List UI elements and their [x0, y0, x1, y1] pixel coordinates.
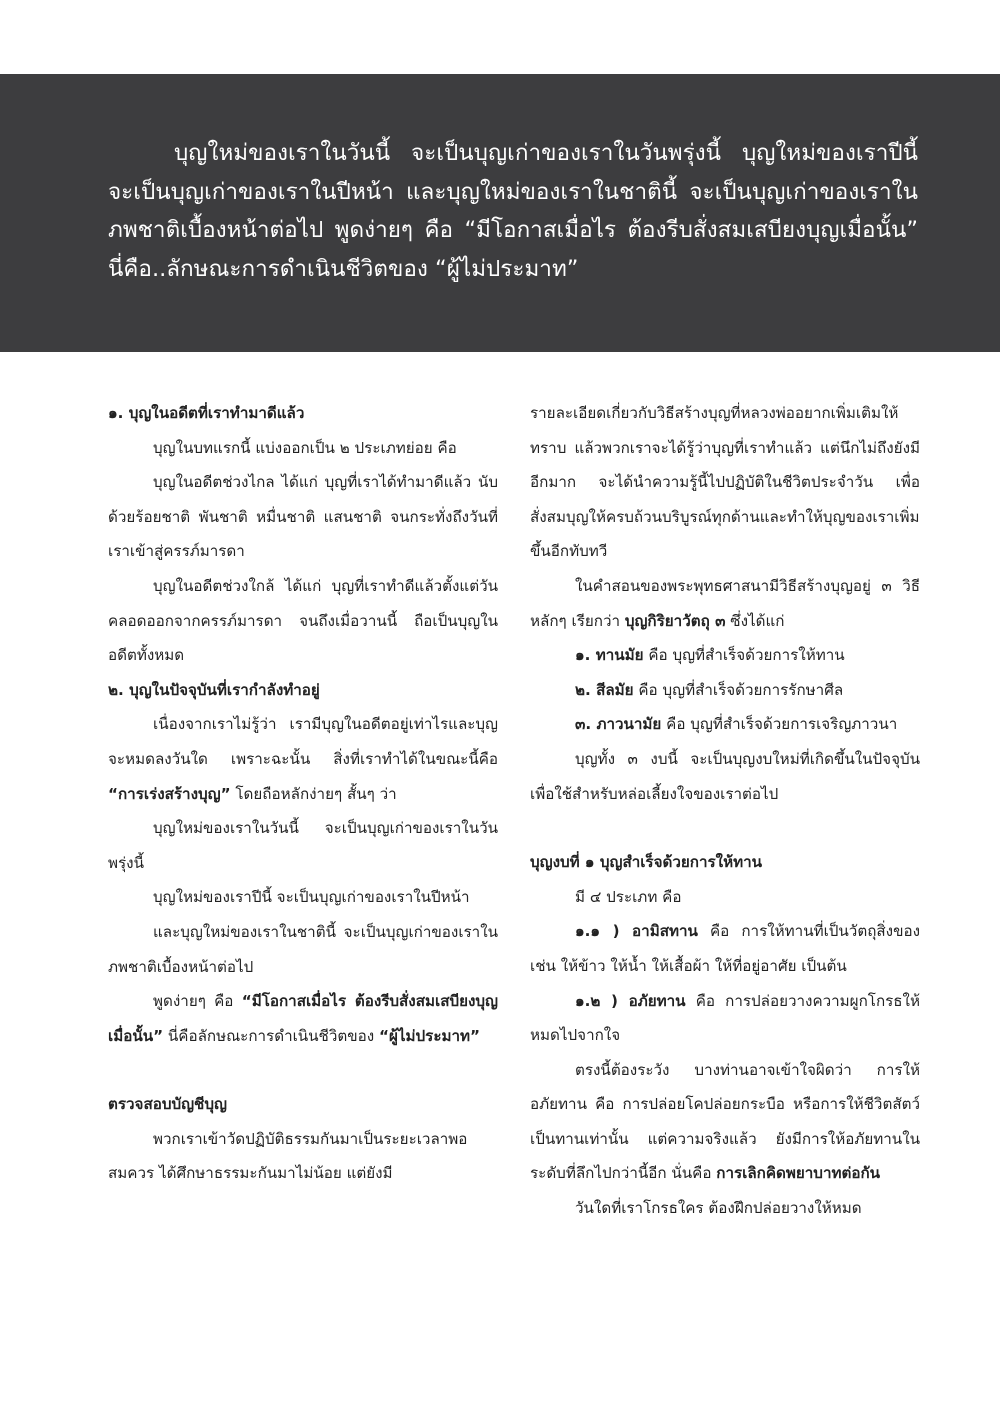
paragraph: พวกเราเข้าวัดปฏิบัติธรรมกันมาเป็นระยะเวลาพอสมควร ได้ศึกษาธรรมะกันมาไม่น้อย แต่ยังมี — [108, 1129, 468, 1183]
paragraph: บุญในอดีตช่วงไกล ได้แก่ บุญที่เราได้ทำมาดีแล้ว นับด้วยร้อยชาติ พันชาติ หมื่นชาติ แสนชาติ จนกระทั่งถึงวันที่เราเข้าสู่ครรภ์มารดา — [108, 473, 498, 561]
paragraph: วันใดที่เราโกรธใคร ต้องฝึกปล่อยวางให้หมด — [575, 1199, 862, 1218]
emphasis: บุญกิริยาวัตถุ ๓ — [624, 611, 726, 630]
emphasis: “มีโอกาสเมื่อไร ต้องรีบสั่งสมเสบียงบุญเมื่อนั้น” — [108, 992, 498, 1045]
list-item: ๓. ภาวนามัย คือ บุญที่สำเร็จด้วยการเจริญภาวนา — [575, 715, 898, 734]
emphasis: “การเร่งสร้างบุญ” — [108, 784, 231, 803]
paragraph: และบุญใหม่ของเราในชาตินี้ จะเป็นบุญเก่าของเราในภพชาติเบื้องหน้าต่อไป — [108, 922, 498, 976]
list-item: ๑.๑ ) อามิสทาน คือ การให้ทานที่เป็นวัตถุสิ่งของ เช่น ให้ข้าว ให้น้ำ ให้เสื้อผ้า ให้ที่อยู่อาศัย เป็นต้น — [530, 922, 920, 975]
right-column — [530, 396, 920, 1226]
paragraph: บุญในอดีตช่วงใกล้ ได้แก่ บุญที่เราทำดีแล้วตั้งแต่วันคลอดออกจากครรภ์มารดา จนถึงเมื่อวานนี้ ถือเป็นบุญในอดีตทั้งหมด — [108, 576, 498, 665]
paragraph: ตรงนี้ต้องระวัง บางท่านอาจเข้าใจผิดว่า การให้อภัยทาน คือ การปล่อยโคปล่อยกระบือ หรือการให้ชีวิตสัตว์เป็นทานเท่านั้น แต่ความจริงแล้ว ยังมีการให้อภัยทานในระดับที่ลึกไปกว่านี้อีก นั่นคือ การเลิกคิดพยาบาทต่อกัน — [530, 1060, 920, 1183]
paragraph: เนื่องจากเราไม่รู้ว่า เรามีบุญในอดีตอยู่เท่าไรและบุญจะหมดลงวันใด เพราะฉะนั้น สิ่งที่เราทำได้ในขณะนี้คือ “การเร่งสร้างบุญ” โดยถือหลักง่ายๆ สั้นๆ ว่า — [108, 715, 498, 803]
section-heading-1: ๑. บุญในอดีตที่เราทำมาดีแล้ว — [108, 404, 305, 422]
paragraph: รายละเอียดเกี่ยวกับวิธีสร้างบุญที่หลวงพ่ออยากเพิ่มเติมให้ทราบ แล้วพวกเราจะได้รู้ว่าบุญที่เราทำแล้ว แต่นึกไม่ถึงยังมีอีกมาก จะได้นำความรู้นี้ไปปฏิบัติในชีวิตประจำวัน เพื่อสั่งสมบุญให้ครบถ้วนบริบูรณ์ทุกด้านและทำให้บุญของเราเพิ่มขึ้นอีกทับทวี — [530, 404, 920, 561]
list-item: ๒. สีลมัย คือ บุญที่สำเร็จด้วยการรักษาศีล — [575, 680, 844, 699]
list-item: ๑. ทานมัย คือ บุญที่สำเร็จด้วยการให้ทาน — [575, 646, 845, 665]
paragraph: บุญใหม่ของเราปีนี้ จะเป็นบุญเก่าของเราในปีหน้า — [153, 888, 470, 907]
paragraph: บุญทั้ง ๓ งบนี้ จะเป็นบุญงบใหม่ที่เกิดขึ้นในปัจจุบัน เพื่อใช้สำหรับหล่อเลี้ยงใจของเราต่อไป — [530, 749, 920, 803]
paragraph: มี ๔ ประเภท คือ — [575, 887, 682, 906]
paragraph: บุญในบทแรกนี้ แบ่งออกเป็น ๒ ประเภทย่อย คือ — [153, 438, 457, 457]
emphasis: การเลิกคิดพยาบาทต่อกัน — [716, 1164, 881, 1183]
paragraph: บุญใหม่ของเราในวันนี้ จะเป็นบุญเก่าของเราในวันพรุ่งนี้ — [108, 819, 498, 872]
emphasis: “ผู้ไม่ประมาท” — [379, 1026, 481, 1045]
section-heading-2: ๒. บุญในปัจจุบันที่เรากำลังทำอยู่ — [108, 680, 320, 699]
banner-quote: บุญใหม่ของเราในวันนี้ จะเป็นบุญเก่าของเราในวันพรุ่งนี้ บุญใหม่ของเราปีนี้ จะเป็นบุญเก่าของเราในปีหน้า และบุญใหม่ของเราในชาตินี้ จะเป็นบุญเก่าของเราในภพชาติเบื้องหน้าต่อไป พูดง่ายๆ คือ “มีโอกาสเมื่อไร ต้องรีบสั่งสมเสบียงบุญเมื่อนั้น” นี่คือ..ลักษณะการดำเนินชีวิตของ “ผู้ไม่ประมาท” — [108, 140, 918, 282]
paragraph: ในคำสอนของพระพุทธศาสนามีวิธีสร้างบุญอยู่ ๓ วิธีหลักๆ เรียกว่า บุญกิริยาวัตถุ ๓ ซึ่งได้แก่ — [530, 576, 920, 630]
section-heading-3: ตรวจสอบบัญชีบุญ — [108, 1095, 227, 1114]
section-heading: บุญงบที่ ๑ บุญสำเร็จด้วยการให้ทาน — [530, 853, 763, 872]
paragraph: พูดง่ายๆ คือ “มีโอกาสเมื่อไร ต้องรีบสั่งสมเสบียงบุญเมื่อนั้น” นี่คือลักษณะการดำเนินชีวิตของ “ผู้ไม่ประมาท” — [108, 992, 498, 1045]
left-column — [108, 396, 498, 1191]
list-item: ๑.๒ ) อภัยทาน คือ การปล่อยวางความผูกโกรธให้หมดไปจากใจ — [530, 991, 920, 1045]
